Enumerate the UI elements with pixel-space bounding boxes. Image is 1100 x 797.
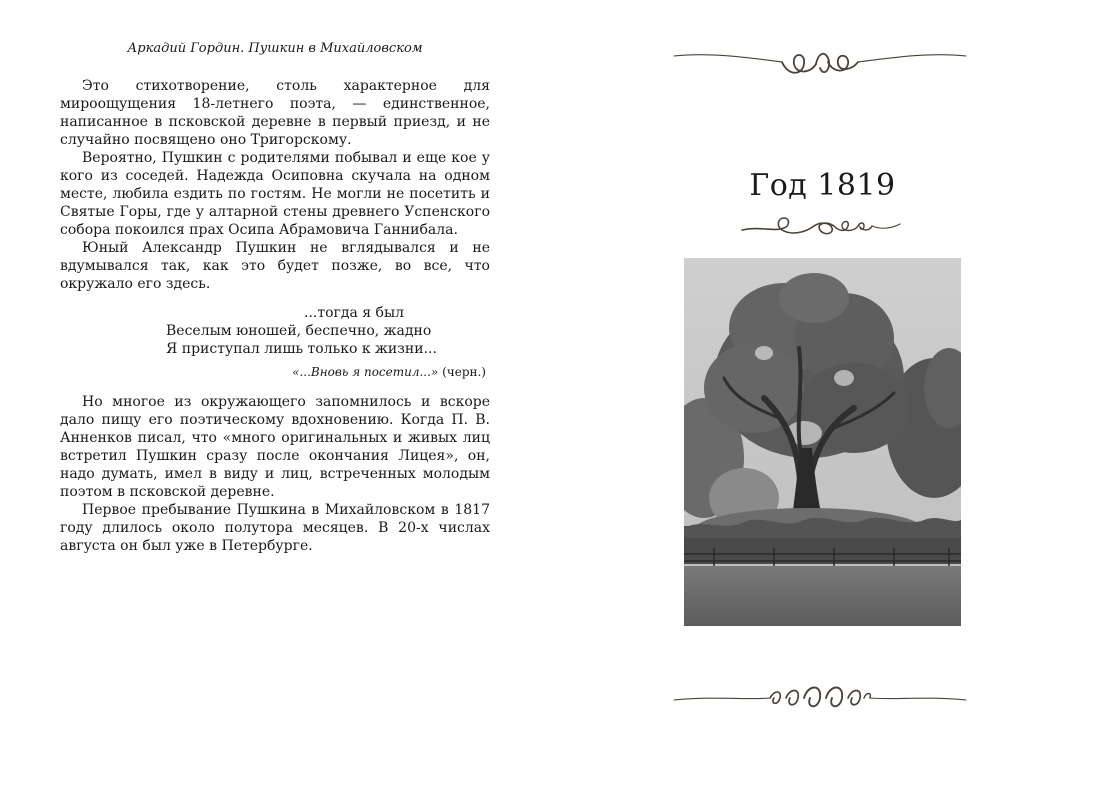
verse-line: Я приступал лишь только к жизни... — [166, 341, 437, 357]
paragraph: Это стихотворение, столь характерное для мироощущения 18-летнего поэта, — единственное, написанное в псковской деревне в первый приезд, и не случайно посвящено оно Тригорскому. — [60, 78, 490, 148]
title-flourish-icon — [740, 208, 902, 242]
verse-attribution — [60, 363, 490, 381]
oak-tree-photo-icon — [684, 258, 961, 626]
flourish-ornament-icon — [670, 676, 970, 716]
verse-attribution-note: (черн.) — [438, 365, 486, 379]
running-head: Аркадий Гордин. Пушкин в Михайловском — [127, 41, 423, 56]
right-page — [550, 0, 1100, 797]
verse-attribution-title: «...Вновь я посетил...» — [292, 365, 439, 379]
paragraph: Вероятно, Пушкин с родителями побывал и еще кое у кого из соседей. Надежда Осиповна скучала на одном месте, любила ездить по гостям. Не могли не посетить и Святые Горы, где у алтарной стены древнего Успенского собора покоился прах Осипа Абрамовича Ганнибала. — [60, 150, 490, 238]
paragraph: Но многое из окружающего запомнилось и вскоре дало пищу его поэтическому вдохновению. Когда П. В. Анненков писал, что «много оригинальных и живых лиц встретил Пушкин сразу после окончания Лицея», он, надо думать, имел в виду и лиц, встреченных молодым поэтом в псковской деревне. — [60, 394, 490, 500]
oak-tree-photo — [684, 258, 961, 626]
paragraph: Первое пребывание Пушкина в Михайловском в 1817 году длилось около полутора месяцев. В 20-х числах августа он был уже в Петербурге. — [60, 502, 490, 554]
paragraph: Юный Александр Пушкин не вглядывался и не вдумывался так, как это будет позже, во все, что окружало его здесь. — [60, 240, 490, 292]
verse-line: Веселым юношей, беспечно, жадно — [166, 323, 432, 339]
verse-line: ...тогда я был — [304, 305, 405, 321]
body-text — [60, 77, 490, 555]
verse-quote — [60, 304, 490, 381]
section-title: Год 1819 — [749, 168, 896, 203]
flourish-ornament-icon — [670, 42, 970, 82]
